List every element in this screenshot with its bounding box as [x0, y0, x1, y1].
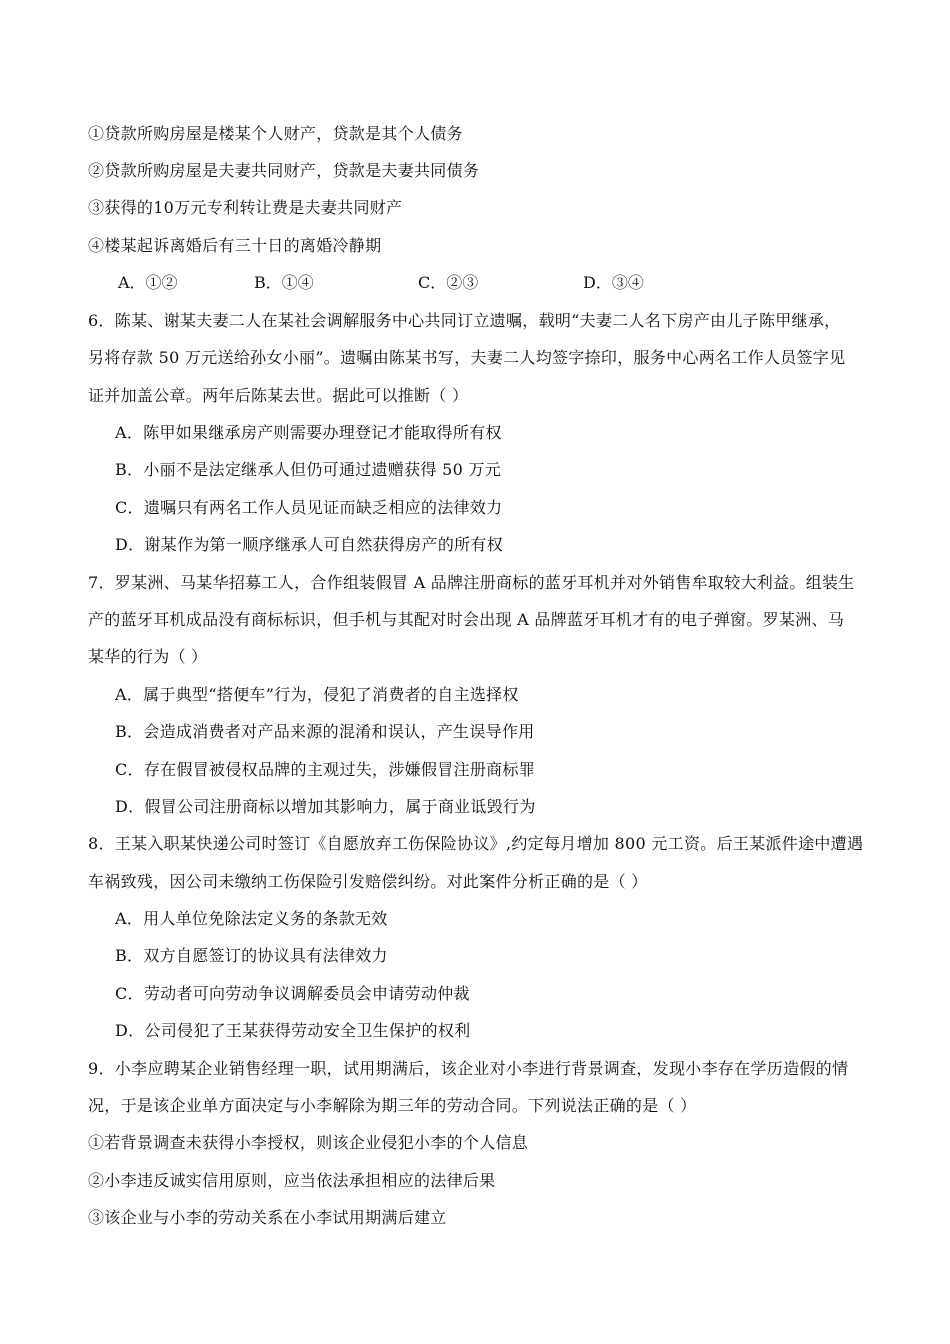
q6-option-a: A．陈甲如果继承房产则需要办理登记才能取得所有权 [115, 423, 502, 442]
q5-option-c: C．②③ [418, 273, 479, 292]
q9-statement-2: ②小李违反诚实信用原则，应当依法承担相应的法律后果 [88, 1171, 496, 1190]
q8-stem-line-1: 8．王某入职某快递公司时签订《自愿放弃工伤保险协议》,约定每月增加 800 元工资。后王某派件途中遭遇 [88, 834, 864, 853]
q6-option-b: B．小丽不是法定继承人但仍可通过遗赠获得 50 万元 [115, 460, 502, 479]
q9-statement-1: ①若背景调查未获得小李授权，则该企业侵犯小李的个人信息 [88, 1133, 529, 1152]
q6-stem-line-2: 另将存款 50 万元送给孙女小丽”。遗嘱由陈某书写，夫妻二人均签字捺印，服务中心两名工作人员签字见 [88, 348, 846, 367]
q7-stem-line-2: 产的蓝牙耳机成品没有商标标识，但手机与其配对时会出现 A 品牌蓝牙耳机才有的电子弹窗。罗某洲、马 [88, 610, 845, 629]
q7-stem-line-3: 某华的行为（ ） [88, 647, 208, 666]
q5-statement-4: ④楼某起诉离婚后有三十日的离婚冷静期 [88, 236, 382, 255]
q9-stem-line-2: 况，于是该企业单方面决定与小李解除为期三年的劳动合同。下列说法正确的是（ ） [88, 1096, 697, 1115]
q6-option-d: D．谢某作为第一顺序继承人可自然获得房产的所有权 [115, 535, 504, 554]
q5-option-d: D．③④ [583, 273, 644, 292]
q5-statement-1: ①贷款所购房屋是楼某个人财产，贷款是其个人债务 [88, 124, 463, 143]
q5-statement-3: ③获得的10万元专利转让费是夫妻共同财产 [88, 198, 403, 217]
q7-stem-line-1: 7．罗某洲、马某华招募工人，合作组装假冒 A 品牌注册商标的蓝牙耳机并对外销售牟取较大利益。组装生 [88, 573, 855, 592]
q9-stem-line-1: 9．小李应聘某企业销售经理一职，试用期满后，该企业对小李进行背景调查，发现小李存在学历造假的情 [88, 1059, 849, 1078]
q5-option-a: A．①② [118, 273, 178, 292]
q7-option-b: B．会造成消费者对产品来源的混淆和误认，产生误导作用 [115, 722, 535, 741]
q6-option-c: C．遗嘱只有两名工作人员见证而缺乏相应的法律效力 [115, 498, 503, 517]
q8-option-d: D．公司侵犯了王某获得劳动安全卫生保护的权利 [115, 1021, 471, 1040]
q5-option-b: B．①④ [254, 273, 314, 292]
q8-stem-line-2: 车祸致残，因公司未缴纳工伤保险引发赔偿纠纷。对此案件分析正确的是（ ） [88, 872, 648, 891]
q6-stem-line-3: 证并加盖公章。两年后陈某去世。据此可以推断（ ） [88, 386, 469, 405]
q7-option-a: A．属于典型“搭便车”行为，侵犯了消费者的自主选择权 [115, 685, 519, 704]
q8-option-c: C．劳动者可向劳动争议调解委员会申请劳动仲裁 [115, 984, 470, 1003]
q5-options-row [0, 273, 950, 293]
q8-option-a: A．用人单位免除法定义务的条款无效 [115, 909, 388, 928]
q7-option-c: C．存在假冒被侵权品牌的主观过失，涉嫌假冒注册商标罪 [115, 760, 536, 779]
q6-stem-line-1: 6．陈某、谢某夫妻二人在某社会调解服务中心共同订立遗嘱，载明“夫妻二人名下房产由儿子陈甲继承， [88, 311, 841, 330]
q9-statement-3: ③该企业与小李的劳动关系在小李试用期满后建立 [88, 1208, 447, 1227]
q8-option-b: B．双方自愿签订的协议具有法律效力 [115, 946, 388, 965]
q7-option-d: D．假冒公司注册商标以增加其影响力，属于商业诋毁行为 [115, 797, 536, 816]
q5-statement-2: ②贷款所购房屋是夫妻共同财产，贷款是夫妻共同债务 [88, 161, 480, 180]
